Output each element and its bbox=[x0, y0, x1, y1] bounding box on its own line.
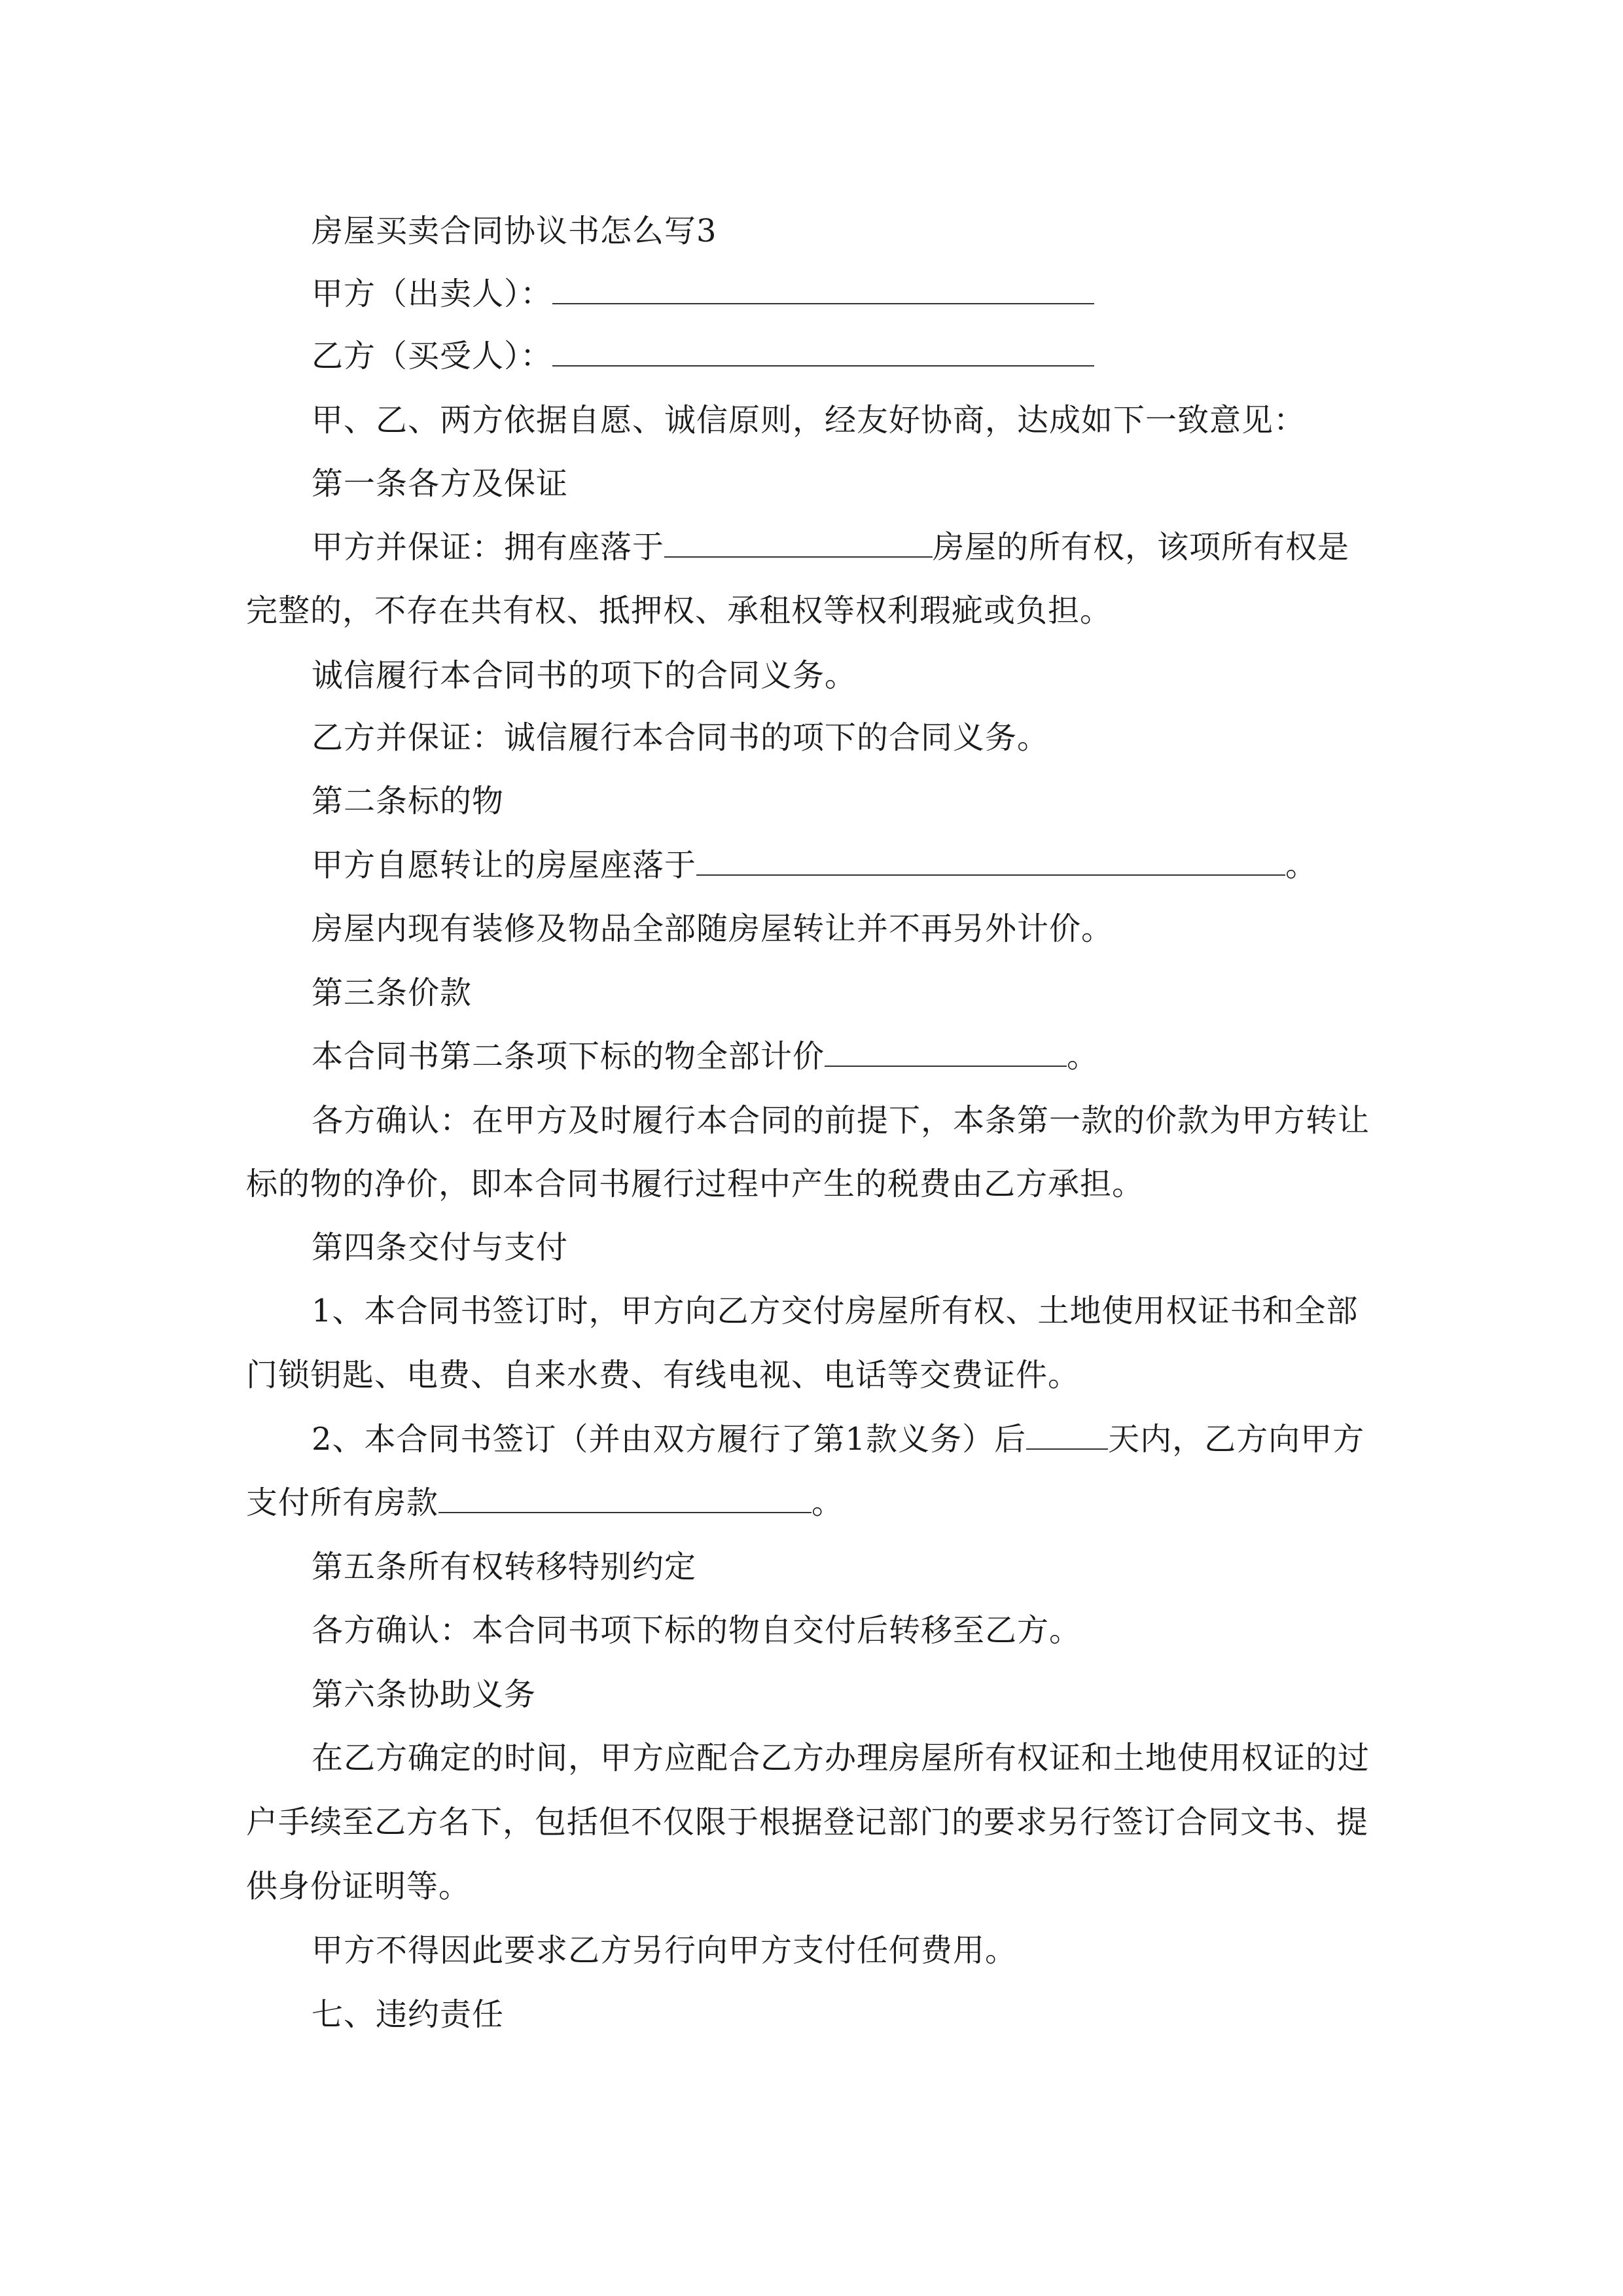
article-5-title bbox=[246, 1547, 1378, 1587]
article-3-para-2-cont bbox=[246, 1164, 1378, 1204]
party-a-line bbox=[246, 274, 1378, 314]
article-1-title bbox=[246, 464, 1378, 503]
article-1-para-2 bbox=[246, 656, 1378, 695]
article-2-para-1-b: 。 bbox=[1285, 847, 1318, 884]
article-1-para-3 bbox=[246, 718, 1378, 757]
article-7-title-text: 七、违约责任 bbox=[312, 1996, 505, 2033]
article-2-para-1-a: 甲方自愿转让的房屋座落于 bbox=[312, 847, 697, 884]
price-blank bbox=[825, 1037, 1067, 1067]
intro-paragraph bbox=[246, 401, 1378, 440]
article-3-title bbox=[246, 973, 1378, 1013]
article-3-para-1-a: 本合同书第二条项下标的物全部计价 bbox=[312, 1038, 825, 1075]
article-4-para-2-a: 2、本合同书签订（并由双方履行了第1款义务）后 bbox=[312, 1421, 1027, 1458]
payment-amount-blank bbox=[438, 1483, 812, 1513]
article-4-para-1-b: 门锁钥匙、电费、自来水费、有线电视、电话等交费证件。 bbox=[246, 1357, 1080, 1393]
article-6-para-1 bbox=[246, 1738, 1378, 1778]
article-3-para-1-b: 。 bbox=[1067, 1038, 1099, 1075]
article-1-para-1-cont bbox=[246, 591, 1378, 630]
article-3-para-2-b: 标的物的净价，即本合同书履行过程中产生的税费由乙方承担。 bbox=[246, 1166, 1145, 1202]
party-b-line bbox=[246, 336, 1378, 376]
article-3-para-2 bbox=[246, 1101, 1378, 1140]
article-6-para-1-b: 户手续至乙方名下，包括但不仅限于根据登记部门的要求另行签订合同文书、提 bbox=[246, 1804, 1369, 1840]
party-a-blank bbox=[552, 274, 1094, 304]
article-1-para-3-text: 乙方并保证：诚信履行本合同书的项下的合同义务。 bbox=[312, 719, 1050, 756]
article-1-para-1-a: 甲方并保证：拥有座落于 bbox=[312, 529, 665, 565]
article-4-para-1-cont bbox=[246, 1355, 1378, 1395]
article-4-para-1-a: 1、本合同书签订时，甲方向乙方交付房屋所有权、土地使用权证书和全部 bbox=[312, 1293, 1359, 1329]
article-1-para-1-c: 完整的，不存在共有权、抵押权、承租权等权利瑕疵或负担。 bbox=[246, 592, 1113, 629]
article-3-title-text: 第三条价款 bbox=[312, 975, 473, 1011]
article-4-para-2-c: 支付所有房款 bbox=[246, 1484, 439, 1521]
transfer-location-blank bbox=[696, 846, 1285, 876]
article-7-title bbox=[246, 1995, 1378, 2034]
article-1-para-2-text: 诚信履行本合同书的项下的合同义务。 bbox=[312, 657, 857, 694]
article-6-para-1-c: 供身份证明等。 bbox=[246, 1868, 471, 1905]
article-1-title-text: 第一条各方及保证 bbox=[312, 465, 569, 502]
property-location-blank bbox=[664, 528, 933, 558]
article-6-para-1-a: 在乙方确定的时间，甲方应配合乙方办理房屋所有权证和土地使用权证的过 bbox=[312, 1740, 1370, 1776]
article-4-para-2-cont bbox=[246, 1483, 1378, 1522]
article-1-para-1-b: 房屋的所有权，该项所有权是 bbox=[933, 529, 1350, 565]
article-4-para-2-d: 。 bbox=[812, 1484, 844, 1521]
article-4-title-text: 第四条交付与支付 bbox=[312, 1229, 569, 1266]
article-2-para-2 bbox=[246, 909, 1378, 948]
article-6-para-2 bbox=[246, 1931, 1378, 1970]
document-title-text: 房屋买卖合同协议书怎么写3 bbox=[312, 213, 717, 249]
party-b-label: 乙方（买受人）： bbox=[312, 338, 553, 374]
article-3-para-2-a: 各方确认：在甲方及时履行本合同的前提下，本条第一款的价款为甲方转让 bbox=[312, 1102, 1370, 1139]
article-6-title-text: 第六条协助义务 bbox=[312, 1676, 537, 1713]
days-blank bbox=[1026, 1420, 1108, 1450]
article-6-para-2-text: 甲方不得因此要求乙方另行向甲方支付任何费用。 bbox=[312, 1932, 1018, 1969]
article-5-para-1 bbox=[246, 1611, 1378, 1650]
article-6-para-1-cont-2 bbox=[246, 1867, 1378, 1906]
party-a-label: 甲方（出卖人）： bbox=[312, 276, 553, 312]
article-4-para-1 bbox=[246, 1291, 1378, 1331]
intro-text: 甲、乙、两方依据自愿、诚信原则，经友好协商，达成如下一致意见： bbox=[312, 402, 1306, 439]
party-b-blank bbox=[552, 336, 1094, 367]
article-3-para-1 bbox=[246, 1037, 1378, 1076]
article-2-para-2-text: 房屋内现有装修及物品全部随房屋转让并不再另外计价。 bbox=[312, 910, 1114, 947]
article-5-title-text: 第五条所有权转移特别约定 bbox=[312, 1549, 697, 1585]
article-4-para-2 bbox=[246, 1420, 1378, 1459]
article-2-para-1 bbox=[246, 846, 1378, 885]
article-5-para-1-text: 各方确认：本合同书项下标的物自交付后转移至乙方。 bbox=[312, 1612, 1082, 1649]
article-6-title bbox=[246, 1675, 1378, 1714]
article-6-para-1-cont-1 bbox=[246, 1803, 1378, 1842]
article-2-title-text: 第二条标的物 bbox=[312, 783, 505, 819]
article-4-title bbox=[246, 1228, 1378, 1267]
document-title bbox=[246, 211, 1378, 251]
article-4-para-2-b: 天内，乙方向甲方 bbox=[1108, 1421, 1365, 1458]
article-2-title bbox=[246, 781, 1378, 821]
article-1-para-1 bbox=[246, 528, 1378, 567]
